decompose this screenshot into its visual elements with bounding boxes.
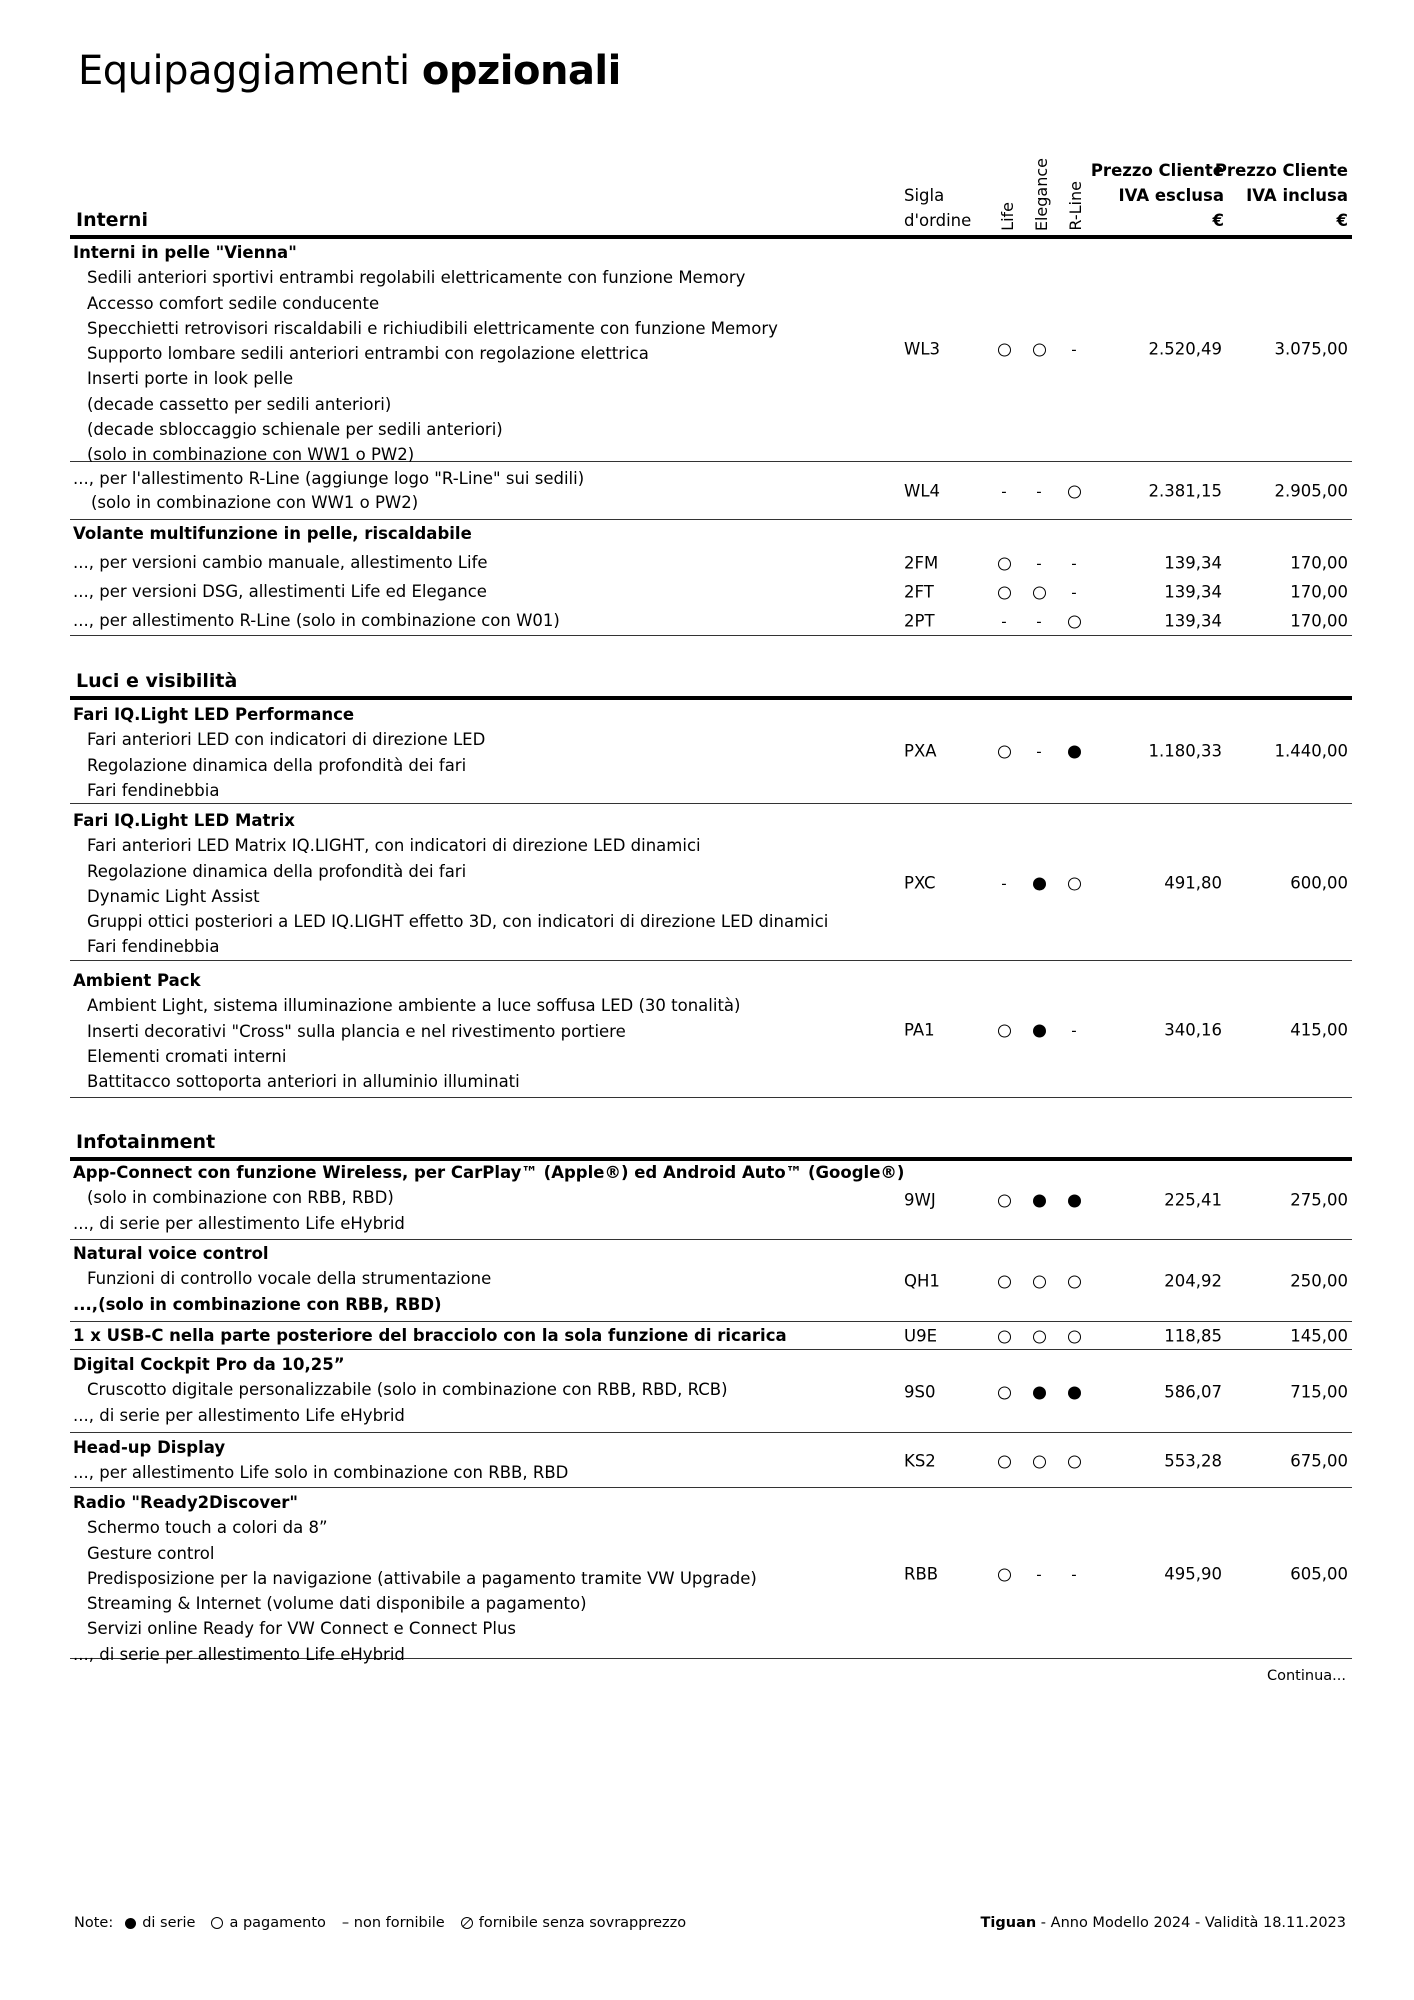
dash-icon: - [1036, 482, 1042, 501]
empty-circle-icon [998, 1455, 1011, 1468]
price-incl: 605,00 [1290, 1564, 1348, 1583]
order-code: PXC [904, 873, 936, 892]
price-incl: 250,00 [1290, 1271, 1348, 1291]
availability-life [996, 1272, 1012, 1291]
availability-rline [1066, 611, 1082, 630]
empty-circle-icon [1068, 1455, 1081, 1468]
price-excl: 491,80 [1164, 873, 1222, 892]
table-row: ..., per versioni cambio manuale, allestimento Life 2FM - - 139,34 170,00 [73, 553, 1348, 572]
dash-icon: - [1036, 554, 1042, 572]
filled-circle-icon [1033, 1024, 1046, 1037]
availability-rline [1066, 340, 1082, 359]
order-code: QH1 [904, 1271, 940, 1291]
dash-icon: - [1036, 612, 1042, 630]
availability-elegance [1031, 1327, 1047, 1346]
order-code: PA1 [904, 1020, 935, 1039]
price-incl: 145,00 [1290, 1326, 1348, 1346]
column-header-price-incl: Prezzo Cliente IVA inclusa € [1214, 161, 1348, 230]
price-incl: 170,00 [1290, 553, 1348, 572]
empty-circle-icon [1033, 1455, 1046, 1468]
price-incl: 170,00 [1290, 582, 1348, 601]
empty-circle-icon [211, 1917, 223, 1929]
availability-rline [1066, 1190, 1082, 1209]
availability-life [996, 1382, 1012, 1401]
availability-elegance [1031, 1020, 1047, 1039]
price-excl: 139,34 [1164, 553, 1222, 572]
empty-circle-icon [1068, 877, 1081, 890]
price-excl: 2.381,15 [1148, 481, 1222, 501]
table-row: Interni in pelle "Vienna" Sedili anteriori sportivi entrambi regolabili elettricamente con funzione Memory Accesso comfort sedile conducente Specchietti retrovisori riscaldabili e richiudibili elettricamente con funzione Memory Supporto lombare sedili anteriori entrambi con regolazione elettrica Inserti porte in look pelle (decade cassetto per sedili anteriori) (decade sbloccaggio schienale per sedili anteriori) (solo in combinazione con WW1 o PW2) WL3 - 2.520,49 3.075,00 [70, 237, 1352, 462]
price-excl: 586,07 [1164, 1382, 1222, 1401]
availability-elegance [1031, 1190, 1047, 1209]
order-code: KS2 [904, 1451, 936, 1470]
order-code: WL3 [904, 339, 941, 359]
availability-rline [1066, 1327, 1082, 1346]
option-title: Interni in pelle "Vienna" [73, 243, 297, 262]
empty-circle-icon [1033, 586, 1046, 599]
empty-circle-icon [998, 1194, 1011, 1207]
order-code: RBB [904, 1564, 939, 1583]
availability-elegance [1031, 1564, 1047, 1583]
column-header-price-excl: Prezzo Cliente IVA esclusa € [1090, 161, 1224, 230]
dash-icon: - [1036, 742, 1042, 761]
table-row [70, 1323, 1352, 1350]
order-code: PXA [904, 741, 937, 761]
availability-elegance [1031, 482, 1047, 501]
empty-circle-icon [1068, 486, 1081, 499]
option-title: App-Connect con funzione Wireless, per CarPlay™ (Apple®) ed Android Auto™ (Google®) [73, 1163, 905, 1182]
empty-circle-icon [998, 1568, 1011, 1581]
option-title: Fari IQ.Light LED Performance [73, 705, 355, 724]
empty-circle-icon [998, 1024, 1011, 1037]
empty-circle-icon [1068, 615, 1081, 628]
option-title: Volante multifunzione in pelle, riscaldabile [73, 524, 472, 543]
column-header-life: Life [998, 202, 1017, 231]
dash-icon: - [1071, 583, 1077, 601]
availability-elegance [1031, 1272, 1047, 1291]
availability-rline [1066, 1272, 1082, 1291]
table-row: Fari IQ.Light LED Matrix Fari anteriori LED Matrix IQ.LIGHT, con indicatori di direzione LED dinamici Regolazione dinamica della profondità dei fari Dynamic Light Assist Gruppi ottici posteriori a LED IQ.LIGHT effetto 3D, con indicatori di direzione LED dinamici Fari fendinebbia PXC - 491,80 600,00 [70, 805, 1352, 961]
availability-elegance [1031, 582, 1047, 601]
availability-elegance [1031, 611, 1047, 630]
table-row: ..., per allestimento R-Line (solo in combinazione con W01) 2PT - - 139,34 170,00 [73, 611, 1348, 630]
option-title: Digital Cockpit Pro da 10,25” [73, 1355, 345, 1374]
table-row: Digital Cockpit Pro da 10,25” Cruscotto digitale personalizzabile (solo in combinazione con RBB, RBD, RCB) ..., di serie per allestimento Life eHybrid 9S0 586,07 715,00 [70, 1351, 1352, 1433]
order-code: 2PT [904, 611, 935, 630]
availability-life [996, 1564, 1012, 1583]
dash-icon: - [1036, 1565, 1042, 1583]
table-row: ..., per versioni DSG, allestimenti Life ed Elegance 2FT - 139,34 170,00 [73, 582, 1348, 601]
availability-rline [1066, 1020, 1082, 1039]
availability-rline [1066, 482, 1082, 501]
price-excl: 340,16 [1164, 1020, 1222, 1039]
section-header-luci [70, 655, 1352, 700]
empty-circle-icon [998, 344, 1011, 357]
price-excl: 1.180,33 [1148, 741, 1222, 761]
price-excl: 139,34 [1164, 611, 1222, 630]
empty-circle-icon [1033, 344, 1046, 357]
empty-circle-icon [998, 1331, 1011, 1344]
document-footer: Tiguan - Anno Modello 2024 - Validità 18.11.2023 [980, 1915, 1346, 1931]
filled-circle-icon [1033, 1194, 1046, 1207]
empty-circle-icon [998, 1386, 1011, 1399]
price-excl: 225,41 [1164, 1190, 1222, 1209]
price-incl: 2.905,00 [1274, 481, 1348, 501]
availability-rline [1066, 553, 1082, 572]
price-excl: 118,85 [1164, 1326, 1222, 1346]
filled-circle-icon [1033, 1386, 1046, 1399]
availability-elegance [1031, 553, 1047, 572]
dash-icon: - [1001, 482, 1007, 501]
availability-rline [1066, 1382, 1082, 1401]
slashed-circle-icon [461, 1917, 473, 1929]
availability-life [996, 553, 1012, 572]
availability-life [996, 1451, 1012, 1470]
order-code: 2FT [904, 582, 934, 601]
price-excl: 139,34 [1164, 582, 1222, 601]
availability-rline [1066, 582, 1082, 601]
legend: Note: di serie a pagamento – non fornibile fornibile senza sovrapprezzo [74, 1915, 687, 1931]
column-header-elegance: Elegance [1032, 157, 1051, 231]
filled-circle-icon [1068, 1194, 1081, 1207]
table-row: Radio "Ready2Discover" Schermo touch a colori da 8” Gesture control Predisposizione per la navigazione (attivabile a pagamento tramite VW Upgrade) Streaming & Internet (volume dati disponibile a pagamento) Servizi online Ready for VW Connect e Connect Plus ..., di serie per allestimento Life eHybrid RBB - - 495,90 605,00 [70, 1489, 1352, 1659]
availability-elegance [1031, 1382, 1047, 1401]
empty-circle-icon [998, 557, 1011, 570]
table-row: Ambient Pack Ambient Light, sistema illuminazione ambiente a luce soffusa LED (30 tonalità) Inserti decorativi "Cross" sulla plancia e nel rivestimento portiere Elementi cromati interni Battitacco sottoporta anteriori in alluminio illuminati PA1 - 340,16 415,00 [70, 962, 1352, 1098]
availability-elegance [1031, 340, 1047, 359]
option-title: Radio "Ready2Discover" [73, 1493, 299, 1512]
availability-life [996, 873, 1012, 892]
availability-rline [1066, 1564, 1082, 1583]
order-code: 9S0 [904, 1382, 936, 1401]
option-title: Natural voice control [73, 1244, 269, 1263]
section-title: Luci e visibilità [76, 670, 238, 692]
price-incl: 1.440,00 [1274, 741, 1348, 761]
availability-life [996, 1327, 1012, 1346]
price-excl: 204,92 [1164, 1271, 1222, 1291]
price-incl: 275,00 [1290, 1190, 1348, 1209]
order-code: 2FM [904, 553, 939, 572]
section-header-infotainment [70, 1116, 1352, 1161]
legend-label: Note: [74, 1915, 114, 1931]
availability-life [996, 482, 1012, 501]
dash-icon: - [1071, 340, 1077, 359]
filled-circle-icon [1068, 746, 1081, 759]
availability-rline [1066, 1451, 1082, 1470]
table-row: App-Connect con funzione Wireless, per CarPlay™ (Apple®) ed Android Auto™ (Google®) (solo in combinazione con RBB, RBD) ..., di serie per allestimento Life eHybrid 9WJ 225,41 275,00 [70, 1160, 1352, 1240]
continue-note: Continua... [1267, 1668, 1346, 1684]
availability-rline [1066, 873, 1082, 892]
empty-circle-icon [998, 1276, 1011, 1289]
price-excl: 553,28 [1164, 1451, 1222, 1470]
availability-life [996, 340, 1012, 359]
dash-icon: - [1071, 1021, 1077, 1039]
order-code: WL4 [904, 481, 941, 501]
dash-icon: - [1071, 1565, 1077, 1583]
section-title: Infotainment [76, 1131, 216, 1153]
price-incl: 600,00 [1290, 873, 1348, 892]
empty-circle-icon [1033, 1276, 1046, 1289]
empty-circle-icon [998, 746, 1011, 759]
filled-circle-icon [1068, 1386, 1081, 1399]
table-header [70, 150, 1352, 239]
option-title: Head-up Display [73, 1438, 226, 1457]
dash-icon: - [1001, 874, 1007, 892]
table-row: Natural voice control Funzioni di controllo vocale della strumentazione ...,(solo in combinazione con RBB, RBD) QH1 204,92 250,00 [70, 1241, 1352, 1322]
empty-circle-icon [1068, 1331, 1081, 1344]
filled-circle-icon [125, 1918, 136, 1929]
order-code: 9WJ [904, 1190, 936, 1209]
empty-circle-icon [998, 586, 1011, 599]
price-incl: 675,00 [1290, 1451, 1348, 1470]
option-title: Ambient Pack [73, 971, 201, 990]
dash-icon: - [1001, 612, 1007, 630]
table-row: ..., per l'allestimento R-Line (aggiunge logo "R-Line" sui sedili) (solo in combinazione con WW1 o PW2) WL4 - - 2.381,15 2.905,00 [70, 463, 1352, 520]
availability-rline [1066, 742, 1082, 761]
price-excl: 2.520,49 [1148, 339, 1222, 359]
availability-life [996, 1190, 1012, 1209]
availability-elegance [1031, 1451, 1047, 1470]
filled-circle-icon [1033, 877, 1046, 890]
order-code: U9E [904, 1326, 937, 1346]
dash-icon: - [1071, 554, 1077, 572]
price-incl: 415,00 [1290, 1020, 1348, 1039]
option-title: 1 x USB-C nella parte posteriore del bracciolo con la sola funzione di ricarica [73, 1326, 787, 1345]
table-row: Fari IQ.Light LED Performance Fari anteriori LED con indicatori di direzione LED Regolazione dinamica della profondità dei fari Fari fendinebbia PXA - 1.180,33 1.440,00 [70, 699, 1352, 804]
availability-life [996, 582, 1012, 601]
availability-elegance [1031, 742, 1047, 761]
column-header-rline: R-Line [1066, 181, 1085, 231]
availability-life [996, 742, 1012, 761]
availability-elegance [1031, 873, 1047, 892]
column-header-code: Sigla d'ordine [904, 186, 972, 230]
price-incl: 715,00 [1290, 1382, 1348, 1401]
availability-life [996, 611, 1012, 630]
option-title: Fari IQ.Light LED Matrix [73, 811, 295, 830]
availability-life [996, 1020, 1012, 1039]
empty-circle-icon [1033, 1331, 1046, 1344]
price-incl: 3.075,00 [1274, 339, 1348, 359]
price-incl: 170,00 [1290, 611, 1348, 630]
page-title: Equipaggiamenti opzionali [78, 48, 621, 94]
price-excl: 495,90 [1164, 1564, 1222, 1583]
section-title-interni: Interni [76, 209, 148, 231]
table-row: Head-up Display ..., per allestimento Life solo in combinazione con RBB, RBD KS2 553,28 675,00 [70, 1434, 1352, 1488]
empty-circle-icon [1068, 1276, 1081, 1289]
